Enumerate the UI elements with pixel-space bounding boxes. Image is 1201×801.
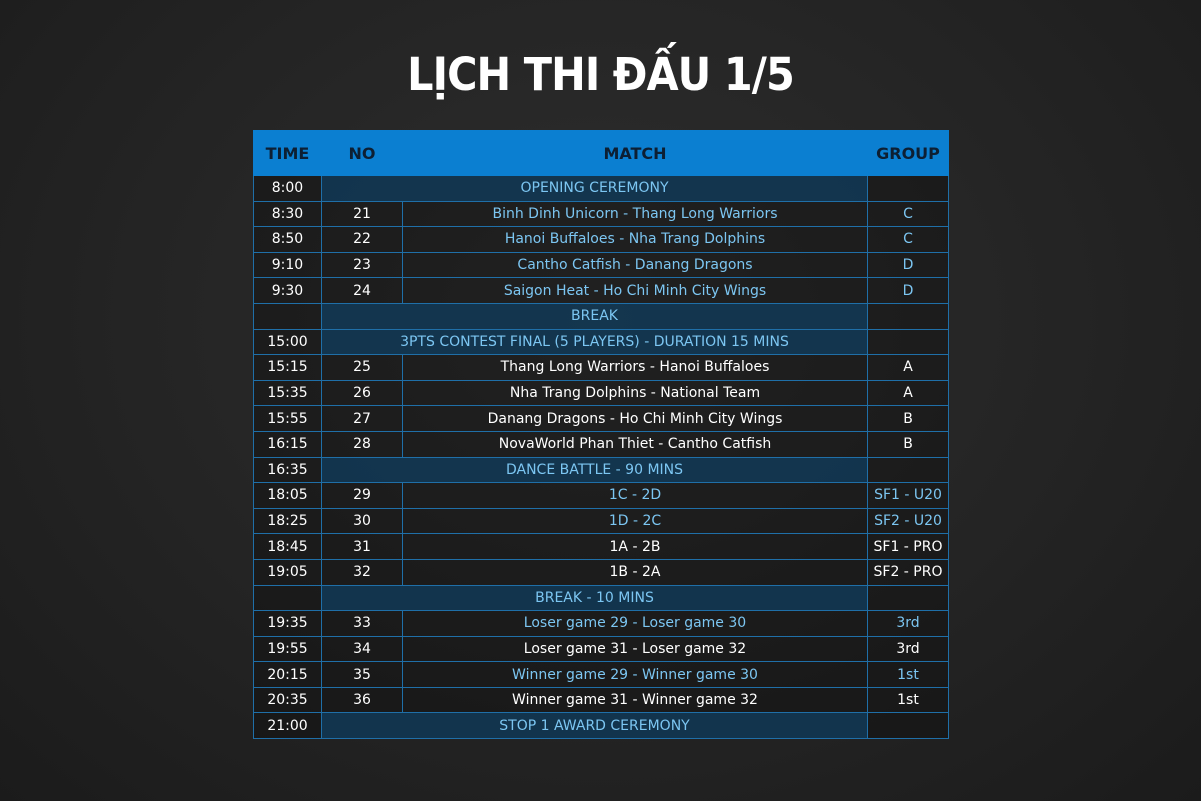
schedule-header (254, 131, 949, 176)
cell-group (868, 713, 949, 739)
cell-time: 18:25 (254, 508, 322, 534)
header-group: GROUP (868, 131, 949, 176)
cell-time: 19:55 (254, 636, 322, 662)
cell-match: Binh Dinh Unicorn - Thang Long Warriors (403, 201, 868, 227)
cell-time: 15:35 (254, 380, 322, 406)
cell-group: A (868, 355, 949, 381)
cell-time: 9:30 (254, 278, 322, 304)
cell-no: 29 (322, 483, 403, 509)
cell-no: 28 (322, 431, 403, 457)
cell-no: 23 (322, 252, 403, 278)
cell-time: 8:00 (254, 176, 322, 202)
table-row (254, 559, 949, 585)
cell-match: Loser game 29 - Loser game 30 (403, 611, 868, 637)
cell-no: 21 (322, 201, 403, 227)
table-row (254, 303, 949, 329)
cell-event: BREAK - 10 MINS (322, 585, 868, 611)
cell-time (254, 585, 322, 611)
cell-no: 30 (322, 508, 403, 534)
cell-time: 9:10 (254, 252, 322, 278)
cell-no: 34 (322, 636, 403, 662)
cell-group: D (868, 252, 949, 278)
cell-match: NovaWorld Phan Thiet - Cantho Catfish (403, 431, 868, 457)
cell-group: B (868, 431, 949, 457)
cell-group (868, 176, 949, 202)
cell-group: SF1 - U20 (868, 483, 949, 509)
cell-match: Nha Trang Dolphins - National Team (403, 380, 868, 406)
cell-time: 15:55 (254, 406, 322, 432)
cell-group: SF2 - U20 (868, 508, 949, 534)
cell-no: 32 (322, 559, 403, 585)
cell-match: Hanoi Buffaloes - Nha Trang Dolphins (403, 227, 868, 253)
table-row (254, 329, 949, 355)
table-row (254, 252, 949, 278)
cell-time: 20:35 (254, 687, 322, 713)
cell-group: SF1 - PRO (868, 534, 949, 560)
cell-no: 26 (322, 380, 403, 406)
cell-group (868, 303, 949, 329)
cell-match: Winner game 29 - Winner game 30 (403, 662, 868, 688)
cell-time: 19:05 (254, 559, 322, 585)
cell-group: 1st (868, 687, 949, 713)
cell-match: 1B - 2A (403, 559, 868, 585)
cell-no: 31 (322, 534, 403, 560)
schedule-body (254, 176, 949, 739)
cell-event: STOP 1 AWARD CEREMONY (322, 713, 868, 739)
cell-event: OPENING CEREMONY (322, 176, 868, 202)
cell-time: 16:15 (254, 431, 322, 457)
cell-group (868, 585, 949, 611)
table-row (254, 662, 949, 688)
cell-match: Winner game 31 - Winner game 32 (403, 687, 868, 713)
table-row (254, 406, 949, 432)
cell-group: D (868, 278, 949, 304)
table-row (254, 457, 949, 483)
cell-match: Danang Dragons - Ho Chi Minh City Wings (403, 406, 868, 432)
cell-match: 1C - 2D (403, 483, 868, 509)
cell-event: BREAK (322, 303, 868, 329)
schedule-table (253, 130, 949, 739)
cell-no: 35 (322, 662, 403, 688)
cell-no: 22 (322, 227, 403, 253)
cell-group: SF2 - PRO (868, 559, 949, 585)
table-row (254, 534, 949, 560)
header-time: TIME (254, 131, 322, 176)
table-row (254, 636, 949, 662)
cell-time: 21:00 (254, 713, 322, 739)
table-row (254, 380, 949, 406)
table-row (254, 431, 949, 457)
table-row (254, 355, 949, 381)
table-row (254, 278, 949, 304)
cell-match: Saigon Heat - Ho Chi Minh City Wings (403, 278, 868, 304)
table-row (254, 713, 949, 739)
table-row (254, 483, 949, 509)
cell-group (868, 329, 949, 355)
cell-no: 24 (322, 278, 403, 304)
cell-time: 18:05 (254, 483, 322, 509)
page-title: LỊCH THI ĐẤU 1/5 (407, 48, 794, 101)
cell-match: 1A - 2B (403, 534, 868, 560)
table-row (254, 508, 949, 534)
cell-group: B (868, 406, 949, 432)
table-row (254, 585, 949, 611)
cell-time: 8:30 (254, 201, 322, 227)
cell-match: Loser game 31 - Loser game 32 (403, 636, 868, 662)
cell-no: 27 (322, 406, 403, 432)
cell-event: 3PTS CONTEST FINAL (5 PLAYERS) - DURATION 15 MINS (322, 329, 868, 355)
cell-group (868, 457, 949, 483)
table-row (254, 176, 949, 202)
header-match: MATCH (403, 131, 868, 176)
cell-group: C (868, 201, 949, 227)
cell-no: 36 (322, 687, 403, 713)
cell-match: 1D - 2C (403, 508, 868, 534)
table-row (254, 611, 949, 637)
table-row (254, 687, 949, 713)
cell-time: 19:35 (254, 611, 322, 637)
cell-group: A (868, 380, 949, 406)
cell-group: 1st (868, 662, 949, 688)
cell-time: 15:00 (254, 329, 322, 355)
cell-no: 33 (322, 611, 403, 637)
table-row (254, 201, 949, 227)
cell-time (254, 303, 322, 329)
cell-match: Thang Long Warriors - Hanoi Buffaloes (403, 355, 868, 381)
header-no: NO (322, 131, 403, 176)
cell-time: 16:35 (254, 457, 322, 483)
cell-group: 3rd (868, 611, 949, 637)
table-row (254, 227, 949, 253)
cell-time: 18:45 (254, 534, 322, 560)
cell-group: C (868, 227, 949, 253)
cell-group: 3rd (868, 636, 949, 662)
cell-time: 8:50 (254, 227, 322, 253)
cell-no: 25 (322, 355, 403, 381)
cell-match: Cantho Catfish - Danang Dragons (403, 252, 868, 278)
cell-time: 15:15 (254, 355, 322, 381)
cell-event: DANCE BATTLE - 90 MINS (322, 457, 868, 483)
cell-time: 20:15 (254, 662, 322, 688)
